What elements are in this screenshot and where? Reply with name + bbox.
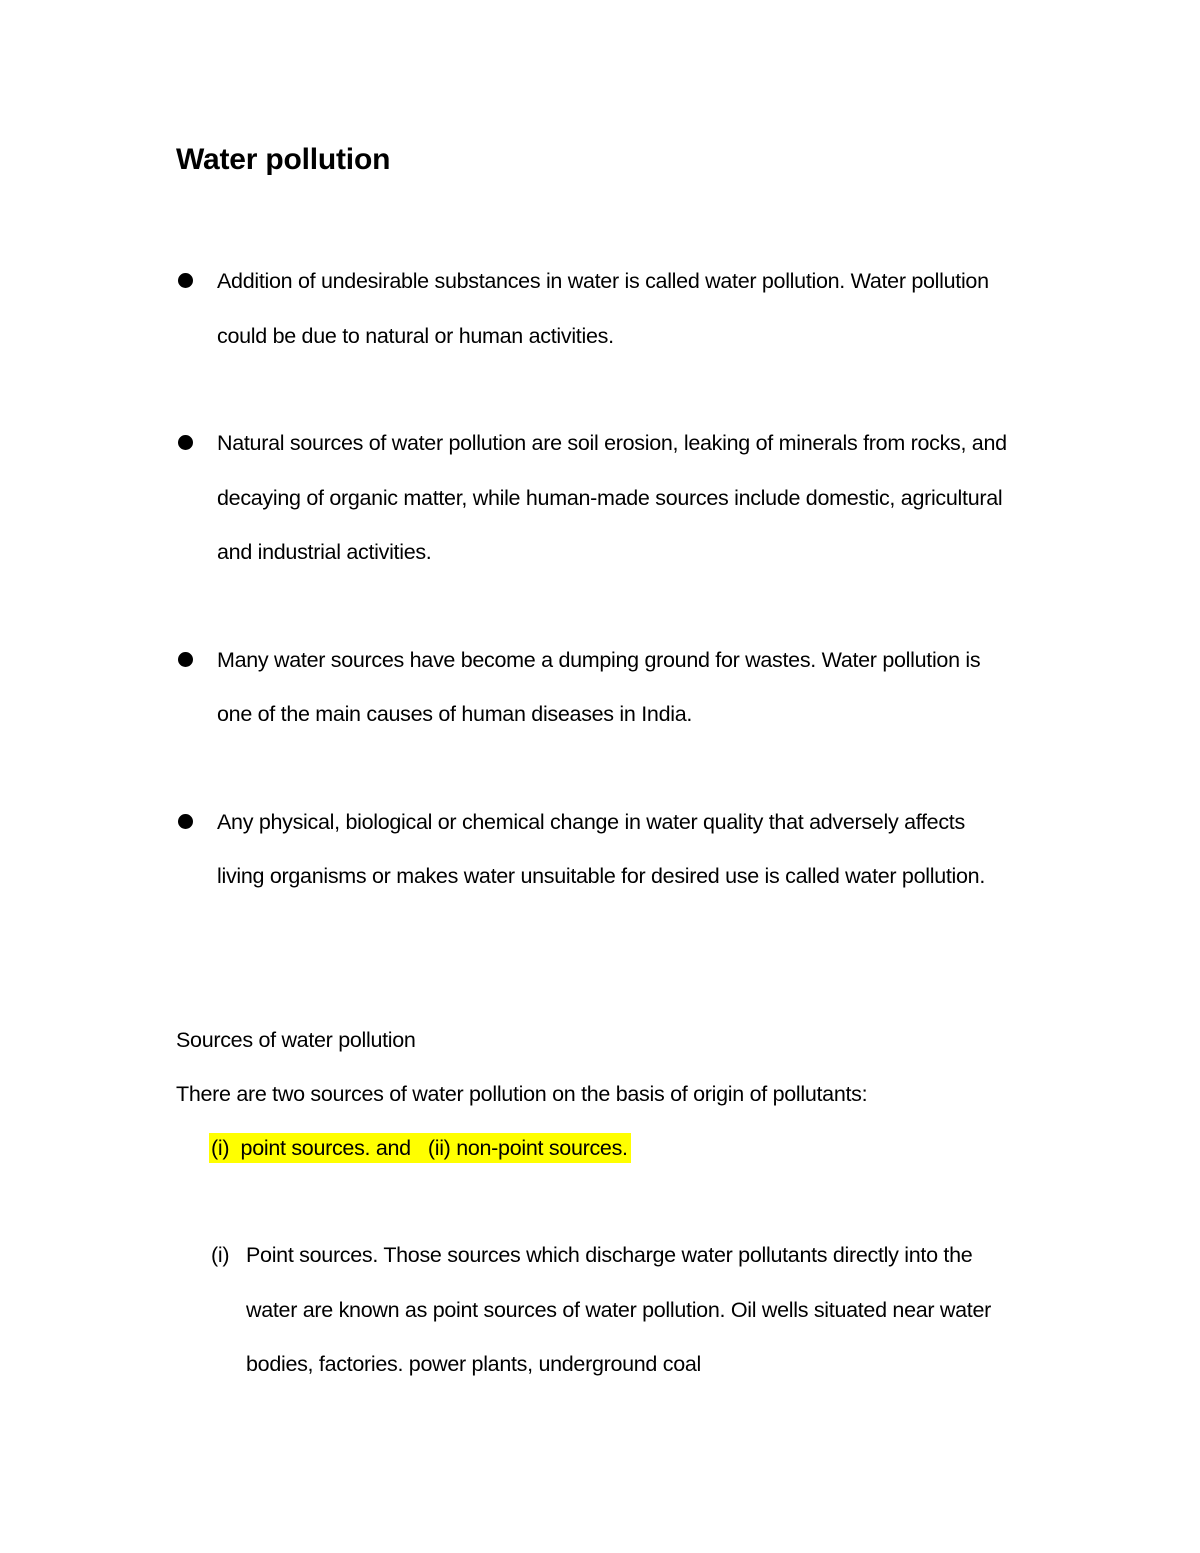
bullet-item (176, 633, 1016, 742)
bullet-text: Any physical, biological or chemical change in water quality that adversely affects living organisms or makes water unsuitable for desired use is called water pollution. (217, 809, 985, 888)
bullet-dot-icon (178, 273, 193, 288)
page-title: Water pollution (176, 143, 391, 176)
bullet-dot-icon (178, 814, 193, 829)
sub-list (209, 1228, 999, 1392)
list-item (209, 1228, 999, 1392)
bullet-dot-icon (178, 652, 193, 667)
section-heading: Sources of water pollution (176, 1028, 416, 1052)
list-marker: (i) (211, 1243, 230, 1267)
bullet-text: Natural sources of water pollution are soil erosion, leaking of minerals from rocks, and decaying of organic matter, while human-made sources include domestic, agricultural and industrial activities. (217, 431, 1007, 564)
highlighted-sources-text: (i) point sources. and (ii) non-point sources. (209, 1133, 631, 1163)
bullet-dot-icon (178, 435, 193, 450)
bullet-item (176, 795, 1016, 904)
list-item-text: Point sources. Those sources which discharge water pollutants directly into the water are known as point sources of water pollution. Oil wells situated near water bodies, factories. power plants, underground coal (246, 1243, 992, 1376)
bullet-list (176, 254, 1016, 957)
bullet-text: Many water sources have become a dumping ground for wastes. Water pollution is one of the main causes of human diseases in India. (217, 647, 981, 726)
bullet-text: Addition of undesirable substances in water is called water pollution. Water pollution could be due to natural or human activities. (217, 269, 989, 348)
bullet-item (176, 254, 1016, 363)
section-intro: There are two sources of water pollution on the basis of origin of pollutants: (176, 1082, 868, 1106)
bullet-item (176, 416, 1016, 580)
